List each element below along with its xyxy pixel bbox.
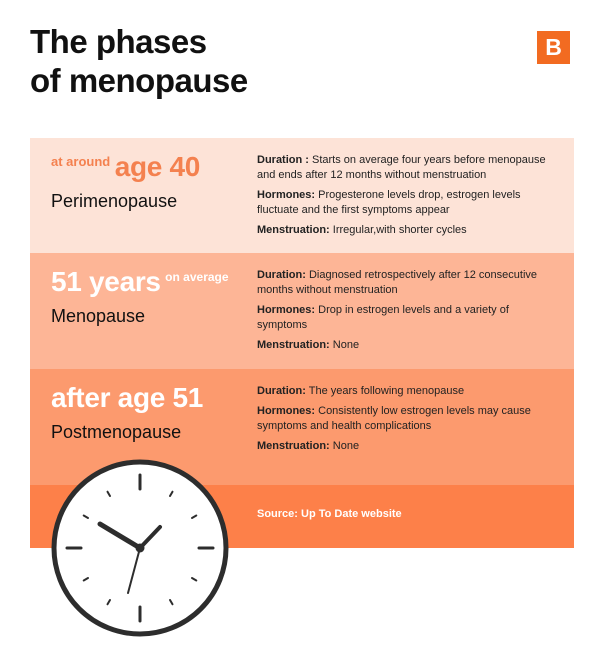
menstruation-detail <box>257 338 561 353</box>
duration-label: Duration : <box>257 154 309 166</box>
menstruation-text: Irregular,with shorter cycles <box>329 224 467 236</box>
brand-logo: B <box>537 31 570 64</box>
age-prefix: at around <box>51 154 111 169</box>
duration-text: Diagnosed retrospectively after 12 consecutive months without menstruation <box>257 269 538 296</box>
menstruation-label: Menstruation: <box>257 339 330 351</box>
duration-detail <box>257 153 561 183</box>
duration-text: Starts on average four years before menopause and ends after 12 months without menstruation <box>257 154 546 181</box>
age-suffix: on average <box>165 270 229 284</box>
phase-menopause <box>30 253 574 369</box>
menstruation-text: None <box>329 339 360 351</box>
clock-icon <box>50 450 230 640</box>
title-line-2: of menopause <box>30 62 248 99</box>
duration-detail <box>257 384 561 399</box>
age-main: age 40 <box>114 151 201 182</box>
phase-name: Postmenopause <box>51 422 182 442</box>
phase-name: Menopause <box>51 306 146 326</box>
duration-label: Duration: <box>257 269 306 281</box>
hormones-text: Consistently low estrogen levels may cause symptoms and health complications <box>257 405 531 432</box>
menstruation-label: Menstruation: <box>257 224 330 236</box>
age-main: 51 years <box>51 266 161 297</box>
phase-details <box>257 268 561 358</box>
phase-age <box>51 151 200 183</box>
hormones-detail <box>257 404 561 434</box>
menstruation-detail <box>257 223 561 238</box>
phase-age <box>51 266 229 298</box>
phase-age <box>51 382 203 414</box>
menstruation-detail <box>257 439 561 454</box>
phase-perimenopause <box>30 138 574 253</box>
page-title <box>30 22 248 100</box>
hormones-detail <box>257 303 561 333</box>
phase-name: Perimenopause <box>51 191 178 211</box>
source-note: Source: Up To Date website <box>257 508 402 520</box>
duration-detail <box>257 268 561 298</box>
hormones-label: Hormones: <box>257 189 316 201</box>
menstruation-label: Menstruation: <box>257 440 330 452</box>
phase-details <box>257 384 561 459</box>
title-line-1: The phases <box>30 23 207 60</box>
age-main: after age 51 <box>51 382 204 413</box>
hormones-label: Hormones: <box>257 405 316 417</box>
hormones-detail <box>257 188 561 218</box>
menstruation-text: None <box>329 440 360 452</box>
duration-label: Duration: <box>257 385 306 397</box>
hormones-label: Hormones: <box>257 304 316 316</box>
clock-center <box>136 544 145 553</box>
duration-text: The years following menopause <box>305 385 465 397</box>
hormones-text: Drop in estrogen levels and a variety of symptoms <box>257 304 509 331</box>
phase-details <box>257 153 561 243</box>
hormones-text: Progesterone levels drop, estrogen levels fluctuate and the first symptoms appear <box>257 189 521 216</box>
